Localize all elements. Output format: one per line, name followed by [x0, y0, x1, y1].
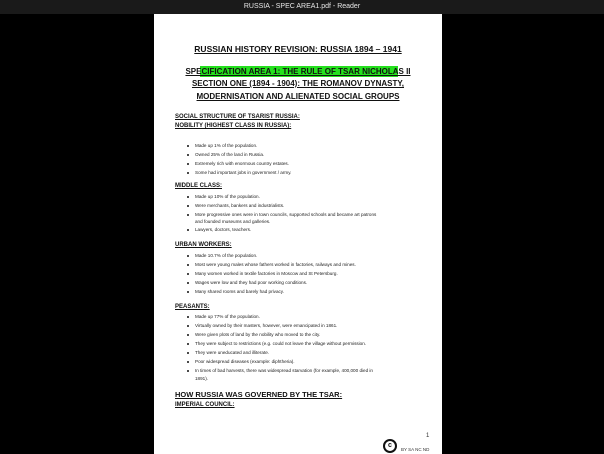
list-item: 1891).: [195, 376, 209, 381]
list-item: Made 10.7% of the population.: [195, 253, 258, 258]
list-item: Made up 77% of the population.: [195, 314, 260, 319]
bullet: [187, 291, 189, 293]
spec-area-heading: SPECIFICATION AREA 1: THE RULE OF TSAR NICHOLAS II: [185, 67, 411, 76]
list-item: and founded museums and galleries.: [195, 219, 271, 224]
document-title: RUSSIAN HISTORY REVISION: RUSSIA 1894 – 1941: [194, 44, 402, 54]
list-item: Virtually owned by their masters, however, were emancipated in 1861.: [195, 323, 338, 328]
list-item: More progressive ones were in town councils, supported schools and became art patrons: [195, 212, 377, 217]
list-item: Wages were low and they had poor working conditions.: [195, 280, 308, 285]
bullet: [187, 273, 189, 275]
bullet: [187, 282, 189, 284]
list-item: Owned 25% of the land in Russia.: [195, 152, 265, 157]
bullet: [187, 361, 189, 363]
bullet: [187, 145, 189, 147]
list-item: Many shared rooms and barely had privacy.: [195, 289, 285, 294]
peasants-heading: PEASANTS:: [175, 304, 210, 310]
list-item: Made up 1% of the population.: [195, 143, 258, 148]
list-item: Lawyers, doctors, teachers.: [195, 227, 252, 232]
nobility-heading: NOBILITY (HIGHEST CLASS IN RUSSIA):: [175, 123, 292, 129]
license-label: BY SA NC ND: [401, 447, 430, 452]
list-item: Were merchants, bankers and industrialists.: [195, 203, 285, 208]
bullet: [187, 172, 189, 174]
governed-heading: HOW RUSSIA WAS GOVERNED BY THE TSAR:: [175, 390, 343, 399]
bullet: [187, 316, 189, 318]
middle-class-heading: MIDDLE CLASS:: [175, 183, 222, 189]
list-item: Many women worked in textile factories in Moscow and St Petersburg.: [195, 271, 338, 276]
bullet: [187, 343, 189, 345]
bullet: [187, 264, 189, 266]
list-item: Poor widespread diseases (example: diphtheria).: [195, 359, 295, 364]
creative-commons-icon: c: [383, 439, 397, 453]
window-title: RUSSIA - SPEC AREA1.pdf - Reader: [0, 0, 604, 14]
list-item: In times of bad harvests, there was widespread starvation (for example, 400,000 died in: [195, 368, 373, 373]
bullet: [187, 214, 189, 216]
bullet: [187, 255, 189, 257]
bullet: [187, 229, 189, 231]
list-item: Some had important jobs in government / army.: [195, 170, 292, 175]
bullet: [187, 325, 189, 327]
bullet: [187, 196, 189, 198]
bullet: [187, 163, 189, 165]
bullet: [187, 205, 189, 207]
list-item: Made up 10% of the population.: [195, 194, 260, 199]
bullet: [187, 352, 189, 354]
list-item: Extremely rich with enormous country estates.: [195, 161, 289, 166]
bullet: [187, 370, 189, 372]
list-item: Were given plots of land by the nobility who moved to the city.: [195, 332, 321, 337]
social-structure-heading: SOCIAL STRUCTURE OF TSARIST RUSSIA:: [175, 114, 300, 120]
bullet: [187, 334, 189, 336]
urban-workers-heading: URBAN WORKERS:: [175, 242, 232, 248]
imperial-council-heading: IMPERIAL COUNCIL:: [175, 402, 235, 408]
bullet: [187, 154, 189, 156]
section-heading-2: MODERNISATION AND ALIENATED SOCIAL GROUPS: [196, 92, 400, 101]
section-heading-1: SECTION ONE (1894 - 1904): THE ROMANOV DYNASTY,: [191, 79, 405, 88]
list-item: They were subject to restrictions (e.g. could not leave the village without permission.: [195, 341, 367, 346]
list-item: Most were young males whose fathers worked in factories, railways and mines.: [195, 262, 356, 267]
page-number: 1: [426, 433, 430, 439]
list-item: They were uneducated and illiterate.: [195, 350, 270, 355]
pdf-page: [154, 14, 442, 454]
